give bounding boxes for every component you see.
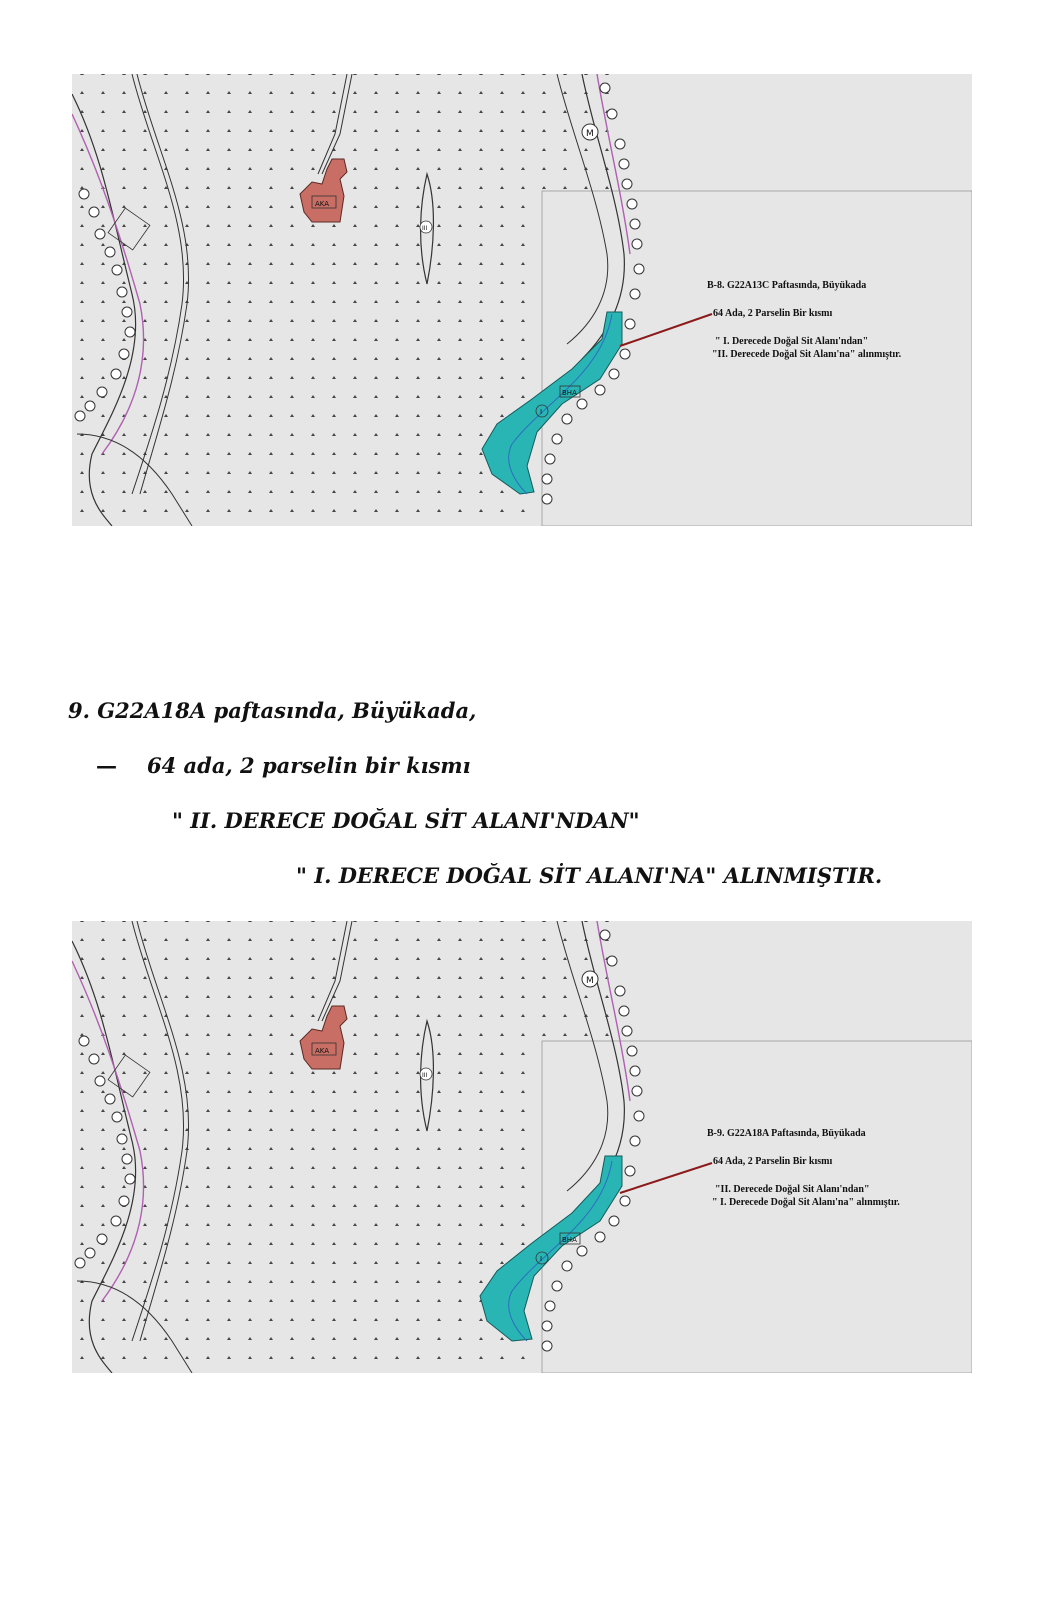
svg-text:I: I — [540, 1255, 543, 1263]
area-code-label: BHA — [562, 1236, 577, 1244]
svg-text:I: I — [540, 408, 543, 416]
legend-parcel: 64 Ada, 2 Parselin Bir kısmı — [713, 1156, 833, 1167]
legend-title: B-8. G22A13C Paftasında, Büyükada — [707, 280, 867, 291]
map-drawing-1 — [72, 74, 972, 526]
svg-text:III: III — [422, 225, 428, 232]
map-drawing-2 — [72, 921, 972, 1373]
circle-m-label: M — [586, 129, 594, 139]
svg-text:III: III — [422, 1072, 428, 1079]
map-panel-2 — [72, 921, 972, 1373]
building-label: AKA — [315, 1047, 330, 1055]
list-dash: — — [96, 753, 117, 778]
legend-to: " I. Derecede Doğal Sit Alanı'na" alınmıştır. — [712, 1197, 900, 1208]
area-code-label: BHA — [562, 389, 577, 397]
circle-m-label: M — [586, 976, 594, 986]
legend-to: "II. Derecede Doğal Sit Alanı'na" alınmıştır. — [712, 349, 902, 360]
section-parcel-line: 64 ada, 2 parselin bir kısmı — [147, 753, 471, 778]
section-heading: 9. G22A18A paftasında, Büyükada, — [68, 698, 477, 723]
section-from-line: " II. DERECE DOĞAL SİT ALANI'NDAN" — [172, 808, 640, 833]
map-panel-1 — [72, 74, 972, 526]
legend-parcel: 64 Ada, 2 Parselin Bir kısmı — [713, 308, 833, 319]
building-label: AKA — [315, 200, 330, 208]
legend-from: " I. Derecede Doğal Sit Alanı'ndan" — [715, 336, 869, 347]
legend-from: "II. Derecede Doğal Sit Alanı'ndan" — [715, 1184, 870, 1195]
legend-title: B-9. G22A18A Paftasında, Büyükada — [707, 1128, 866, 1139]
section-to-line: " I. DERECE DOĞAL SİT ALANI'NA" ALINMIŞTIR. — [296, 863, 883, 888]
